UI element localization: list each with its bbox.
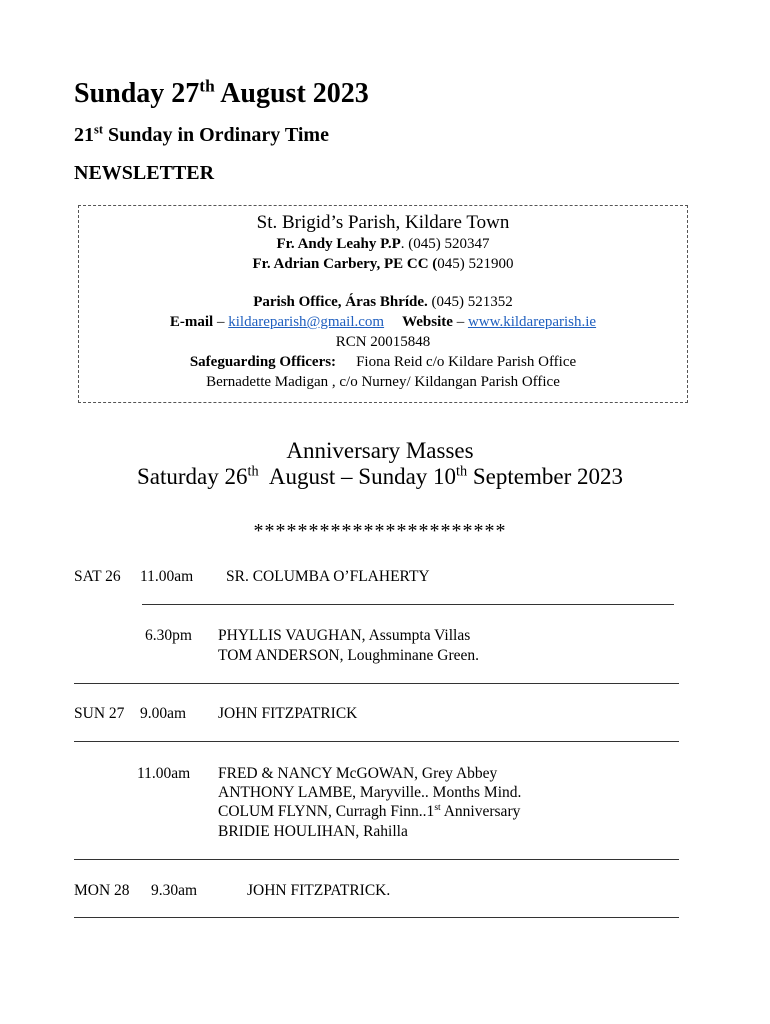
entry-name [218,803,520,821]
parish-priest-phone: . (045) 520347 [400,236,490,252]
page-subtitle [74,124,329,147]
entry-name: PHYLLIS VAUGHAN, Assumpta Villas [218,627,471,644]
parish-priest-line [79,236,687,253]
parish-office-phone: (045) 521352 [427,294,513,310]
curate-line [79,256,687,273]
entry-name: JOHN FITZPATRICK. [247,882,391,899]
website-link[interactable]: www.kildareparish.ie [467,314,597,330]
email-label: E-mail [169,314,214,330]
parish-contact-box [78,205,688,403]
title-rest: August 2023 [214,78,369,109]
entry-name-text: COLUM FLYNN, Curragh Finn..1 [218,803,435,820]
website-dash: – [452,314,468,330]
entry-name: FRED & NANCY McGOWAN, Grey Abbey [218,765,498,782]
range-start: Saturday 26 [137,464,248,489]
masses-heading: Anniversary Masses [286,438,474,463]
page-title [74,78,369,110]
entry-name: TOM ANDERSON, Loughminane Green. [218,647,480,664]
entry-name-rest: Anniversary [440,803,521,820]
title-superscript: th [199,76,215,96]
entry-time: 9.00am [140,705,187,722]
divider-rule [74,741,679,742]
rcn-number: RCN 20015848 [335,334,431,350]
newsletter-label: NEWSLETTER [74,162,215,184]
parish-priest-name: Fr. Andy Leahy P.P [276,236,401,252]
entry-name-sup: st [434,801,441,813]
entry-day: SUN 27 [74,705,125,722]
title-day: Sunday 27 [74,78,200,109]
range-end: September 2023 [467,464,623,489]
divider-rule [74,917,679,918]
entry-time: 11.00am [137,765,191,782]
curate-phone: 045) 521900 [437,256,514,272]
range-start-sup: th [247,463,259,480]
parish-office-line [79,294,687,311]
divider-rule [74,683,679,684]
entry-time: 9.30am [151,882,198,899]
website-label: Website [402,314,453,330]
entry-time: 11.00am [140,568,194,585]
email-dash: – [213,314,229,330]
range-end-sup: th [456,463,468,480]
safeguarding-line [79,354,687,371]
safeguarding-label: Safeguarding Officers: [189,354,337,370]
parish-office-label: Parish Office, Áras Bhríde. [253,294,428,310]
divider-rule [142,604,674,605]
entry-name: ANTHONY LAMBE, Maryville.. Months Mind. [218,784,522,801]
divider-rule [74,859,679,860]
range-middle: August – Sunday 10 [258,464,457,489]
subtitle-superscript: st [94,122,103,137]
entry-name: JOHN FITZPATRICK [218,705,358,722]
email-link[interactable]: kildareparish@gmail.com [228,314,385,330]
entry-day: SAT 26 [74,568,121,585]
subtitle-rest: Sunday in Ordinary Time [102,124,329,146]
stars-divider: *********************** [253,520,507,542]
entry-time: 6.30pm [145,627,192,644]
curate-name: Fr. Adrian Carbery, PE CC ( [252,256,438,272]
masses-date-range [0,464,760,490]
entry-day: MON 28 [74,882,130,899]
parish-name: St. Brigid’s Parish, Kildare Town [256,212,510,233]
safeguarding-officer-1: Fiona Reid c/o Kildare Parish Office [356,354,577,370]
entry-name: SR. COLUMBA O’FLAHERTY [226,568,430,585]
safeguarding-officer-2: Bernadette Madigan , c/o Nurney/ Kildangan Parish Office [206,374,560,390]
subtitle-number: 21 [74,124,94,146]
contact-links-line [79,314,687,331]
entry-name: BRIDIE HOULIHAN, Rahilla [218,823,408,840]
